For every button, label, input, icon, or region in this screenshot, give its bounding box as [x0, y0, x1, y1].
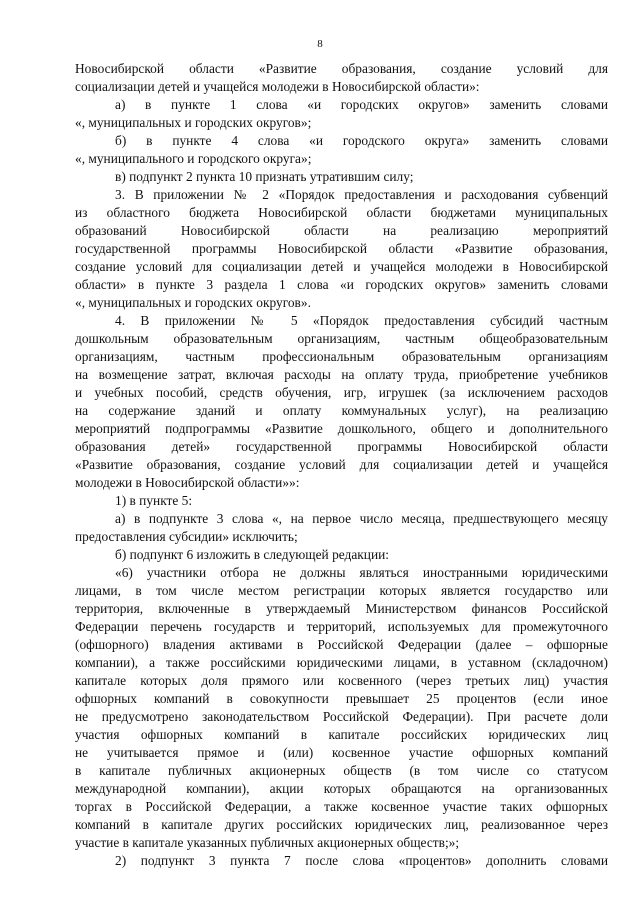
text-line: участия офшорных компаний в капитале российских юридических лиц — [75, 727, 608, 742]
text-line: из областного бюджета Новосибирской области бюджетами муниципальных — [75, 205, 608, 220]
text-line: Федерации перечень государств и территорий, используемых для промежуточного — [75, 619, 608, 634]
text-line: образования детей» государственной программы Новосибирской области — [75, 439, 608, 454]
text-line: «, муниципальных и городских округов». — [75, 295, 311, 310]
text-line: офшорных компаний в совокупности превышает 25 процентов (если иное — [75, 691, 608, 706]
text-line: 1) в пункте 5: — [115, 493, 193, 508]
text-line: а) в пункте 1 слова «и городских округов» заменить словами — [115, 97, 608, 112]
text-line: (офшорного) владения активами в Российской Федерации (далее – офшорные — [75, 637, 608, 652]
text-line: дошкольным образовательным организациям, частным общеобразовательным — [75, 331, 608, 346]
text-line: капитале которых доля прямого или косвенного (через третьих лиц) участия — [75, 673, 608, 688]
text-line: международной компании), акции которых обращаются на организованных — [75, 781, 608, 796]
text-line: создание условий для социализации детей и учащейся молодежи в Новосибирской — [75, 259, 608, 274]
text-line: 4. В приложении № 5 «Порядок предоставления субсидий частным — [115, 313, 608, 328]
text-line: в капитале публичных акционерных обществ (в том числе со статусом — [75, 763, 608, 778]
text-line: образований Новосибирской области на реализацию мероприятий — [75, 223, 608, 238]
text-line: в) подпункт 2 пункта 10 признать утратившим силу; — [115, 169, 414, 184]
text-line: организациям, частным профессиональным образовательным организациям — [75, 349, 608, 364]
text-line: «6) участники отбора не должны являться иностранными юридическими — [115, 565, 608, 580]
text-line: молодежи в Новосибирской области»»: — [75, 475, 300, 490]
text-line: предоставления субсидии» исключить; — [75, 529, 298, 544]
text-line: б) в пункте 4 слова «и городского округа» заменить словами — [115, 133, 608, 148]
text-line: «, муниципального и городского округа»; — [75, 151, 312, 166]
text-line: и учебных пособий, средств обучения, игр, игрушек (за исключением расходов — [75, 385, 608, 400]
text-line: государственной программы Новосибирской области «Развитие образования, — [75, 241, 608, 256]
text-line: «Развитие образования, создание условий для социализации детей и учащейся — [75, 457, 608, 472]
document-body — [75, 60, 608, 870]
text-line: не предусмотрено законодательством Российской Федерации). При расчете доли — [75, 709, 608, 724]
text-line: Новосибирской области «Развитие образования, создание условий для — [75, 61, 608, 76]
text-line: б) подпункт 6 изложить в следующей редакции: — [115, 547, 390, 562]
text-line: области» в пункте 3 раздела 1 слова «и городских округов» заменить словами — [75, 277, 608, 292]
text-line: территория, включенные в утверждаемый Министерством финансов Российской — [75, 601, 608, 616]
text-line: компании), а также российскими юридическими лицами, в уставном (складочном) — [75, 655, 608, 670]
text-line: торгах в Российской Федерации, а также косвенное участие таких офшорных — [75, 799, 608, 814]
text-line: не учитывается прямое и (или) косвенное участие офшорных компаний — [75, 745, 608, 760]
text-line: «, муниципальных и городских округов»; — [75, 115, 312, 130]
text-line: участие в капитале указанных публичных акционерных обществ;»; — [75, 835, 460, 850]
text-line: а) в подпункте 3 слова «, на первое число месяца, предшествующего месяцу — [115, 511, 608, 526]
text-line: мероприятий подпрограммы «Развитие дошкольного, общего и дополнительного — [75, 421, 608, 436]
text-line: компаний в капитале других российских юридических лиц, реализованное через — [75, 817, 608, 832]
text-line: лицами, в том числе местом регистрации которых является государство или — [75, 583, 608, 598]
text-line: 2) подпункт 3 пункта 7 после слова «процентов» дополнить словами — [115, 853, 608, 868]
page-number: 8 — [317, 38, 323, 50]
text-line: социализации детей и учащейся молодежи в Новосибирской области»: — [75, 79, 480, 94]
text-line: на возмещение затрат, включая расходы на оплату труда, приобретение учебников — [75, 367, 608, 382]
text-line: 3. В приложении № 2 «Порядок предоставления и расходования субвенций — [115, 187, 608, 202]
text-line: на содержание зданий и оплату коммунальных услуг), на реализацию — [75, 403, 608, 418]
